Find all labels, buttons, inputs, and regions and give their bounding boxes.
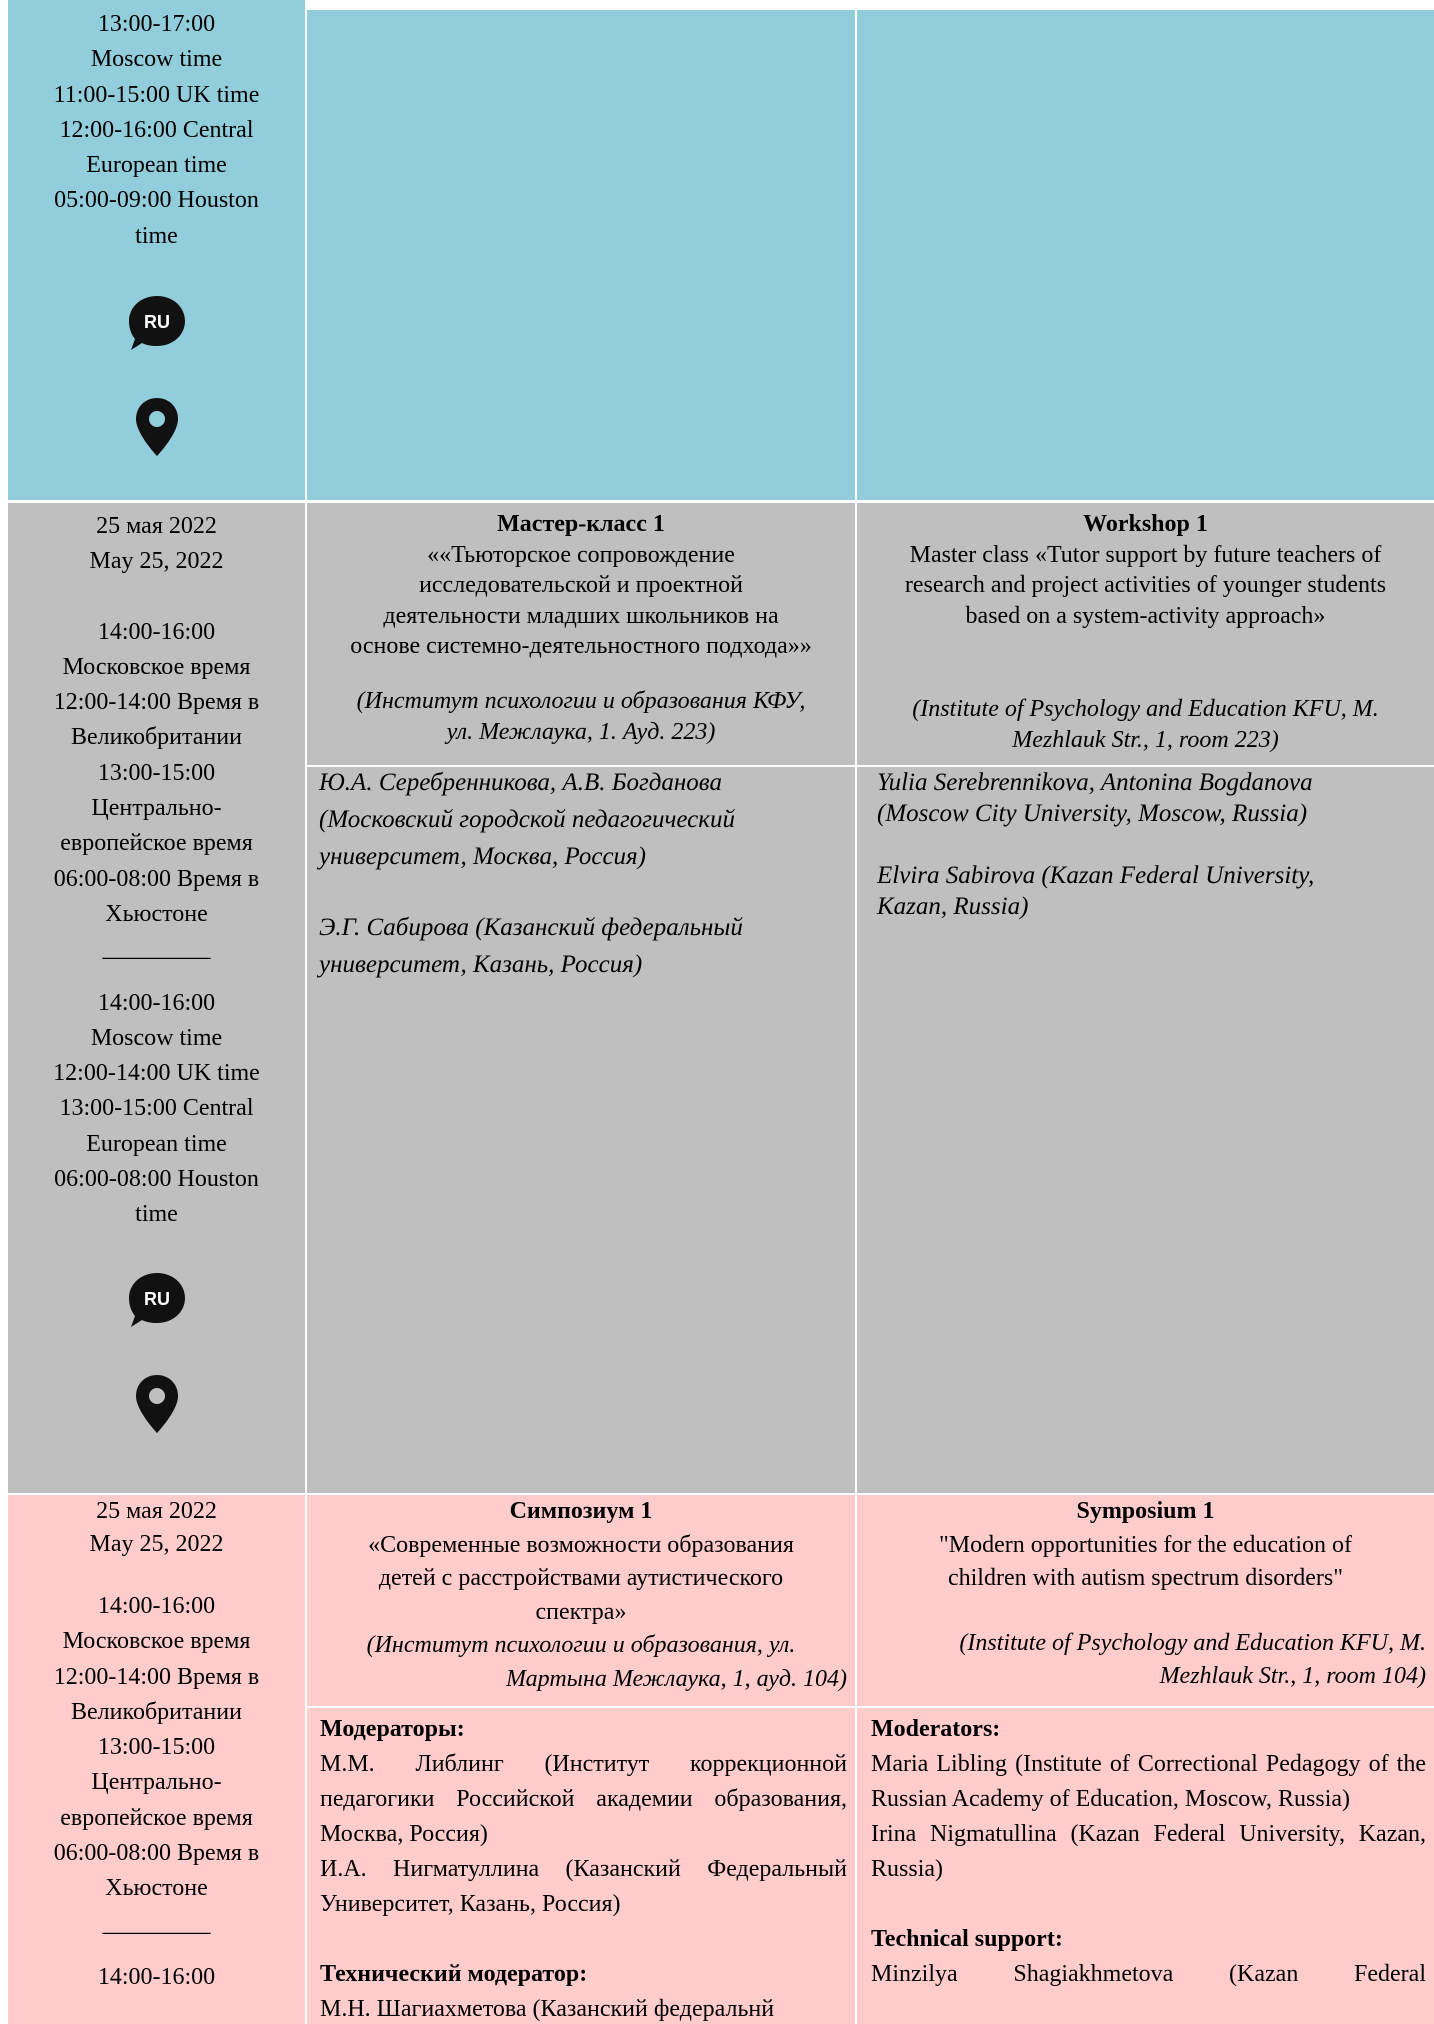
row3-time-cell — [8, 1495, 305, 2024]
tech-moderator-label: Технический модератор: — [320, 1961, 588, 1987]
time-line: Московское время — [62, 653, 251, 680]
svg-text:RU: RU — [143, 1288, 170, 1309]
time-line: Московское время — [62, 1628, 251, 1655]
time-line: европейское время — [60, 830, 253, 857]
tech-support-label: Technical support: — [871, 1926, 1063, 1952]
event-subtitle-line: деятельности младших школьников на — [383, 602, 779, 629]
row2-en-speakers — [857, 767, 1434, 1493]
date-ru: 25 мая 2022 — [96, 513, 217, 539]
event-subtitle-line: research and project activities of younger students — [904, 572, 1387, 599]
time-line: 14:00-16:00 — [97, 1593, 216, 1619]
speaker-line: Э.Г. Сабирова (Казанский федеральный — [319, 914, 743, 941]
row3-ru-header — [307, 1495, 855, 1706]
row3-ru-moderators — [307, 1708, 855, 2024]
row1-time-cell — [8, 0, 305, 500]
event-location-line: ул. Межлаука, 1. Ауд. 223) — [446, 718, 716, 745]
event-location-line: (Institute of Psychology and Education KFU, M. — [959, 1629, 1426, 1656]
event-subtitle-line: Master class «Tutor support by future teachers of — [909, 541, 1382, 568]
time-line: Хьюстоне — [105, 1875, 208, 1902]
event-subtitle-line: ««Тьюторское сопровождение — [427, 541, 735, 568]
row2-en-header — [857, 503, 1434, 765]
event-subtitle-line: "Modern opportunities for the education of — [938, 1531, 1353, 1558]
time-line: 14:00-16:00 — [97, 989, 216, 1016]
moderator-entry: И.А. Нигматуллина (Казанский Федеральный Университет, Казань, Россия) — [320, 1856, 847, 1917]
tech-support-entry: Minzilya Shagiakhmetova (Kazan Federal — [871, 1961, 1426, 1987]
time-line: 12:00-16:00 Central — [59, 116, 254, 143]
time-line: Хьюстоне — [105, 900, 208, 927]
moderators-label: Модераторы: — [320, 1716, 465, 1742]
time-line: Великобритании — [71, 1698, 242, 1725]
time-line: 13:00-15:00 — [97, 1734, 216, 1761]
date-en: May 25, 2022 — [89, 1531, 224, 1557]
event-subtitle-line: based on a system-activity approach» — [965, 602, 1326, 629]
location-pin-icon — [8, 1373, 305, 1435]
event-location-line: Mezhlauk Str., 1, room 104) — [1159, 1663, 1426, 1689]
date-ru: 25 мая 2022 — [96, 1498, 217, 1524]
time-line: 11:00-15:00 UK time — [53, 81, 260, 108]
time-line: 06:00-08:00 Время в — [53, 865, 260, 892]
event-subtitle-line: спектра» — [535, 1598, 627, 1625]
row2-ru-speakers — [307, 767, 855, 1493]
time-line: 14:00-16:00 — [97, 618, 216, 645]
row3-en-moderators — [857, 1708, 1434, 2024]
separator: _________ — [102, 1910, 211, 1937]
time-line: European time — [86, 152, 227, 179]
time-line: европейское время — [60, 1804, 253, 1831]
time-line: 14:00-16:00 — [97, 1963, 216, 1990]
time-line: 12:00-14:00 Время в — [53, 1663, 260, 1690]
moderator-entry: М.М. Либлинг (Институт коррекционной педагогики Российской академии образования, Москва, Россия) — [320, 1751, 847, 1847]
moderator-entry: Irina Nigmatullina (Kazan Federal University, Kazan, Russia) — [871, 1821, 1426, 1882]
event-subtitle-line: «Современные возможности образования — [368, 1531, 794, 1558]
time-line: time — [135, 222, 178, 249]
event-subtitle-line: исследовательской и проектной — [419, 572, 743, 599]
svg-text:RU: RU — [143, 312, 170, 333]
row1-ru-cell — [307, 10, 855, 500]
time-line: 12:00-14:00 Время в — [53, 689, 260, 716]
time-line: 06:00-08:00 Время в — [53, 1840, 260, 1867]
row1-en-cell — [857, 10, 1434, 500]
row3-en-header — [857, 1495, 1434, 1706]
time-line: Центрально- — [91, 1769, 222, 1796]
time-line: 06:00-08:00 Houston — [54, 1166, 259, 1193]
event-location-line: (Institute of Psychology and Education KFU, M. — [912, 696, 1379, 723]
event-subtitle-line: основе системно-деятельностного подхода»» — [350, 633, 812, 660]
date-en: May 25, 2022 — [89, 548, 224, 575]
location-pin-icon — [8, 396, 305, 458]
time-line: Центрально- — [91, 795, 222, 822]
event-title: Workshop 1 — [1083, 511, 1208, 537]
speaker-line: Elvira Sabirova (Kazan Federal University, — [877, 862, 1315, 889]
row2-ru-header — [307, 503, 855, 765]
separator: _________ — [102, 936, 211, 963]
ru-language-icon — [8, 294, 305, 354]
event-location-line: Мартына Межлаука, 1, ауд. 104) — [506, 1665, 847, 1692]
event-subtitle-line: children with autism spectrum disorders" — [947, 1565, 1344, 1591]
speaker-line: Yulia Serebrennikova, Antonina Bogdanova — [877, 769, 1313, 796]
speaker-line: Ю.А. Серебренникова, А.В. Богданова — [319, 769, 722, 796]
time-line: 05:00-09:00 Houston — [54, 187, 259, 214]
time-line: 13:00-17:00 — [97, 11, 216, 37]
row2-time-cell — [8, 503, 305, 1493]
time-line: 13:00-15:00 Central — [59, 1095, 254, 1122]
speaker-line: (Московский городской педагогический — [319, 806, 735, 833]
speaker-line: университет, Казань, Россия) — [319, 951, 643, 978]
time-line: Moscow time — [90, 1024, 223, 1051]
tech-moderator-entry: М.Н. Шагиахметова (Казанский федеральнй — [320, 1996, 775, 2022]
ru-language-icon — [8, 1271, 305, 1331]
moderator-entry: Maria Libling (Institute of Correctional Pedagogy of the Russian Academy of Education, Moscow, Russia) — [871, 1751, 1426, 1812]
moderators-label: Moderators: — [871, 1716, 1001, 1742]
event-subtitle-line: детей с расстройствами аутистического — [378, 1565, 784, 1591]
event-title: Симпозиум 1 — [509, 1498, 653, 1524]
time-line: Moscow time — [90, 46, 223, 73]
speaker-line: университет, Москва, Россия) — [319, 843, 646, 870]
time-line: 12:00-14:00 UK time — [53, 1060, 260, 1087]
event-location-line: (Институт психологии и образования, ул. — [366, 1632, 796, 1658]
speaker-line: Kazan, Russia) — [877, 893, 1029, 920]
event-title: Мастер-класс 1 — [497, 511, 665, 537]
time-line: European time — [86, 1130, 227, 1157]
time-line: 13:00-15:00 — [97, 759, 216, 786]
event-title: Symposium 1 — [1076, 1498, 1215, 1524]
time-line: Великобритании — [71, 724, 242, 751]
event-location-line: (Институт психологии и образования КФУ, — [356, 687, 806, 714]
time-line: time — [135, 1201, 178, 1228]
speaker-line: (Moscow City University, Moscow, Russia) — [877, 800, 1308, 827]
event-location-line: Mezhlauk Str., 1, room 223) — [1012, 726, 1279, 753]
